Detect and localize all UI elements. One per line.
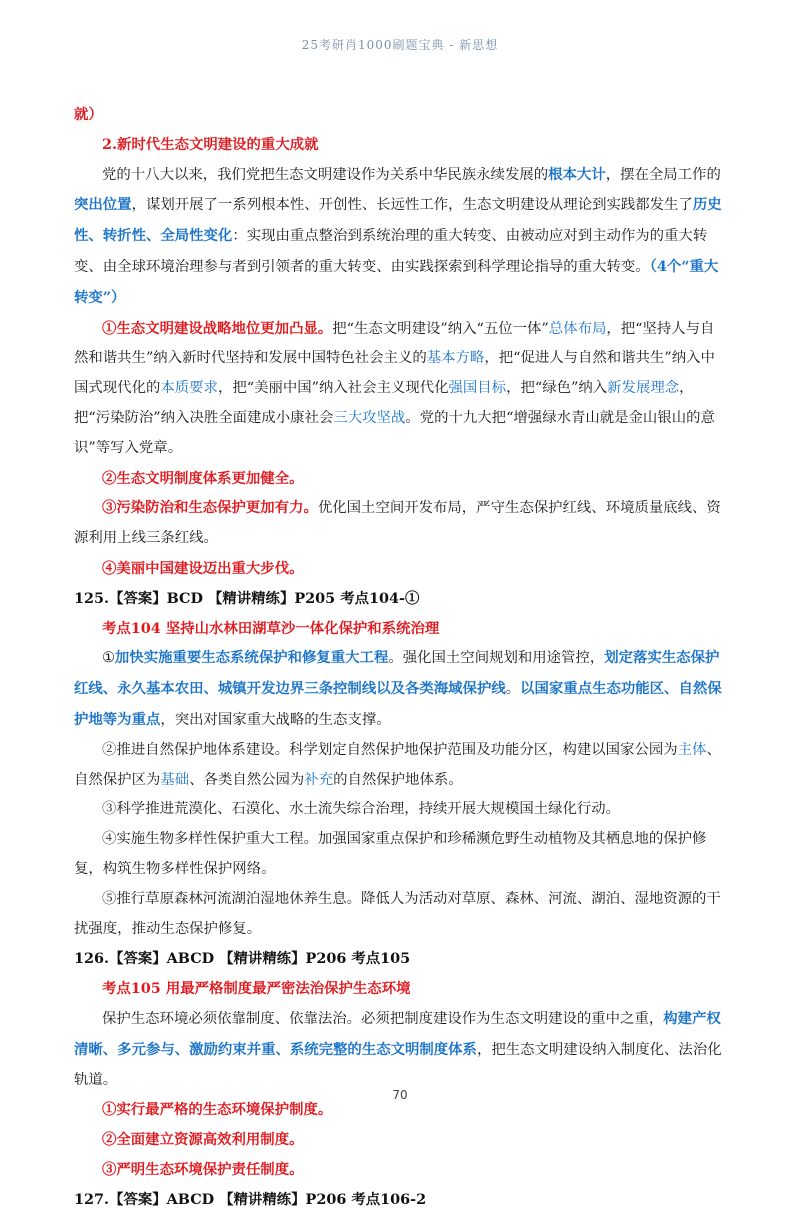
topic-104-heading: 考点104 坚持山水林田湖草沙一体化保护和系统治理 [102,619,440,637]
answer-127: 127.【答案】ABCD 【精讲精练】P206 考点106-2 [74,1190,427,1208]
text-run: 优化国土空间开发布局，严守生态保护红线、环境质量底线、资源利用上线三条红线。 [74,500,721,547]
keyword: 新发展理念 [607,380,680,397]
answer-126: 126.【答案】ABCD 【精讲精练】P206 考点105 [74,950,411,968]
continuation-text: 就） [74,106,103,123]
text-run: ，把“绿色”纳入 [506,380,608,397]
point-heading-2: ②生态文明制度体系更加健全。 [102,469,304,487]
paragraph-point-3 [74,493,726,554]
paragraph-104-5: ⑤推行草原森林河流湖泊湿地休养生息。降低人为活动对草原、森林、河流、湖泊、湿地资源的干扰强度，推动生态保护修复。 [74,890,721,937]
answer-125: 125.【答案】BCD 【精讲精练】P205 考点104-① [74,589,420,607]
text-run: 。党的十九大把“增强绿水青山就是金山银山的意识”等写入党章。 [74,409,715,456]
keyword: 历史性、转折性、全局性变化 [74,196,722,245]
keyword: 构建产权清晰、多元参与、激励约束并重、系统完整的生态文明制度体系 [74,1009,721,1058]
keyword: 划定落实生态保护红线、永久基本农田、城镇开发边界三条控制线以及各类海域保护线 [74,649,720,698]
page-content [74,100,726,1214]
paragraph-achievements [74,160,726,314]
keyword: 补充 [304,771,334,788]
text-run: 党的十八大以来，我们党把生态文明建设作为关系中华民族永续发展的 [102,166,549,183]
page-number: 70 [392,1088,408,1102]
text-run: 的自然保护地体系。 [333,771,463,788]
keyword: 强国目标 [448,380,507,397]
paragraph-104-2 [74,736,726,796]
keyword: 突出位置 [74,196,132,214]
point-heading-4: ④美丽中国建设迈出重大步伐。 [102,559,304,577]
text-run: 。 [505,681,521,698]
paragraph-105 [74,1004,726,1095]
text-run: 保护生态环境必须依靠制度、依靠法治。必须把制度建设作为生态文明建设的重中之重， [102,1010,664,1027]
text-run: ，摆在全局工作的 [605,166,721,183]
paragraph-104-3: ③科学推进荒漠化、石漠化、水土流失综合治理，持续开展大规模国土绿化行动。 [102,801,621,818]
paragraph-point-1 [74,314,726,464]
keyword: 三大攻坚战 [333,409,406,426]
keyword: 基本方略 [426,350,485,367]
text-run: 。强化国土空间规划和用途管控， [388,650,605,667]
keyword: 本质要求 [160,380,218,397]
text-run: 把“生态文明建设”纳入“五位一体” [332,320,549,337]
text-run: ：实现由重点整治到系统治理的重大转变、由被动应对到主动作为的重大转变、由全球环境治理参与者到引领者的重大转变、由实践探索到科学理论指导的重大转变。 [74,228,708,275]
keyword: 主体 [677,741,707,758]
paragraph-104-1 [74,643,726,735]
text-run: ，把“坚持人与自然和谐共生”纳入新时代坚持和发展中国特色社会主义的 [74,320,715,367]
keyword: 加快实施重要生态系统保护和修复重大工程 [114,649,389,667]
text-run: 、自然保护区为 [74,741,721,788]
text-run: 、各类自然公园为 [189,771,305,788]
keyword: 基础 [160,771,190,788]
keyword-note: （4个“重大转变”） [74,257,719,306]
keyword: 总体布局 [548,320,607,337]
text-run: ，把“美丽中国”纳入社会主义现代化 [217,380,449,397]
section-heading: 2.新时代生态文明建设的重大成就 [102,135,319,153]
topic-105-heading: 考点105 用最严格制度最严密法治保护生态环境 [102,980,411,998]
point-105-2: ②全面建立资源高效利用制度。 [102,1131,304,1149]
point-heading: ③污染防治和生态保护更加有力。 [102,499,318,517]
paragraph-104-4: ④实施生物多样性保护重大工程。加强国家重点保护和珍稀濒危野生动植物及其栖息地的保护修复，构筑生物多样性保护网络。 [74,831,707,877]
page-header: 25考研肖1000刷题宝典 - 新思想 [301,38,499,52]
keyword: 根本大计 [548,165,606,183]
text-run: ②推进自然保护地体系建设。科学划定自然保护地保护范围及功能分区，构建以国家公园为 [102,741,678,758]
point-105-3: ③严明生态环境保护责任制度。 [102,1160,304,1178]
text-run: ，把“促进人与自然和谐共生”纳入中国式现代化的 [74,350,715,397]
text-run: ，把“污染防治”纳入决胜全面建成小康社会 [74,380,694,426]
point-heading: ①生态文明建设战略地位更加凸显。 [102,319,333,337]
text-run: ，把生态文明建设纳入制度化、法治化轨道。 [74,1041,722,1088]
keyword: 以国家重点生态功能区、自然保护地等为重点 [74,680,722,728]
text-run: ，突出对国家重大战略的生态支撑。 [160,711,391,728]
text-run: ① [102,650,115,667]
text-run: ，谋划开展了一系列根本性、开创性、长远性工作，生态文明建设从理论到实践都发生了 [131,197,693,214]
point-105-1: ①实行最严格的生态环境保护制度。 [102,1101,333,1119]
